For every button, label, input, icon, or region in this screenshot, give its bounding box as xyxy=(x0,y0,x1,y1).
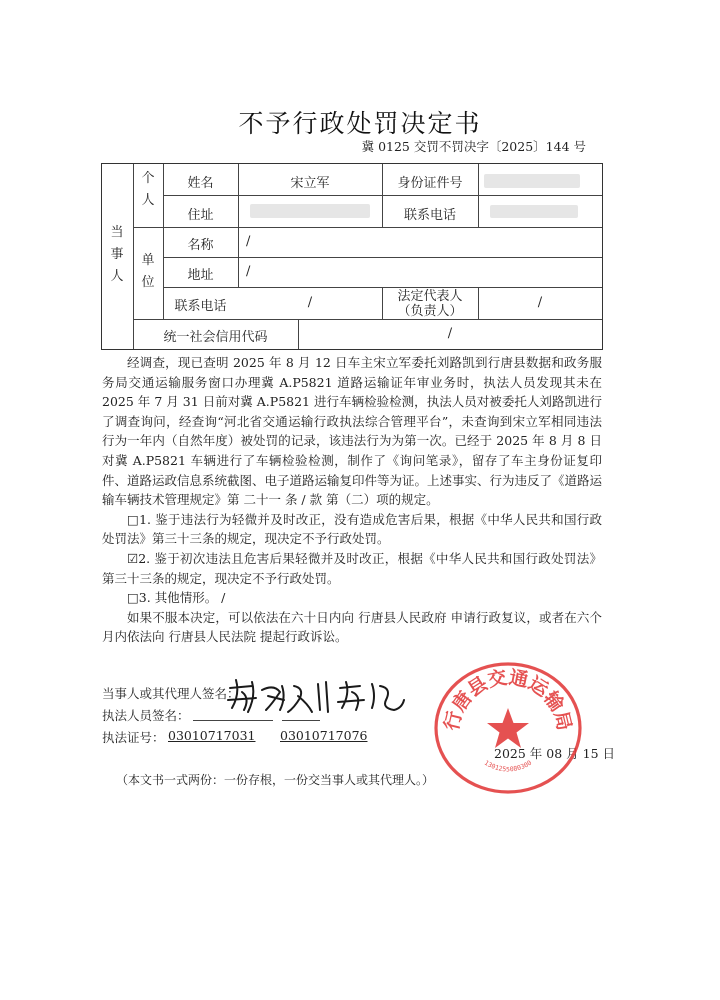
table-divider xyxy=(133,319,602,320)
option-2: ☑2. 鉴于初次违法且危害后果轻微并及时改正，根据《中华人民共和国行政处罚法》第三十三条的规定，现决定不予行政处罚。 xyxy=(102,550,602,586)
credit-code-value: / xyxy=(447,326,453,341)
party-signature-label: 当事人或其代理人签名： xyxy=(102,686,240,701)
document-title: 不予行政处罚决定书 xyxy=(238,109,482,138)
party-section-label: 当事人 xyxy=(110,225,124,284)
redacted-id-number xyxy=(484,174,580,188)
investigation-paragraph: 经调查，现已查明 2025 年 8 月 12 日车主宋立军委托刘路凯到行唐县数据和政务服务局交通运输服务窗口办理冀 A.P5821 道路运输证年审业务时，执法人员发现其未在 2025 年 7 月 31 日前对冀 A.P5821 进行车辆检验检测，执法人员对被委托人刘路凯进行了调查询问，经查询“河北省交通运输行政执法综合管理平台”，未查询到宋立军相同违法行为一年内（自然年度）被处罚的记录，该违法行为为第一次。已经于 2025 年 8 月 8 日对冀 A.P5821 车辆进行了车辆检验检测，制作了《询问笔录》，留存了车主身份证复印件、道路运政信息系统截图、电子道路运输复印件等为证。上述事实、行为违反了《道路运输车辆技术管理规定》第 二十一 条 / 款 第（二）项的规定。 xyxy=(102,355,603,508)
certificate-number-2: 03010717076 xyxy=(280,728,368,743)
svg-text:1301255080300 xyxy=(483,759,533,774)
handwritten-signature xyxy=(222,674,412,718)
certificate-number-1: 03010717031 xyxy=(168,728,256,743)
redacted-address xyxy=(250,204,370,218)
decision-body xyxy=(102,353,602,647)
unit-address-label: 地址 xyxy=(187,268,214,283)
table-divider xyxy=(133,227,602,228)
seal-text: 行唐县交通运输局 xyxy=(440,666,576,733)
option-3: □3. 其他情形。 / xyxy=(127,590,226,606)
address-label: 住址 xyxy=(187,208,214,223)
certificate-label: 执法证号： xyxy=(102,730,165,745)
redacted-phone xyxy=(490,205,578,218)
option-1: □1. 鉴于违法行为轻微并及时改正，没有造成危害后果，根据《中华人民共和国行政处罚法》第三十三条的规定，现决定不予行政处罚。 xyxy=(102,511,602,547)
unit-name-label: 名称 xyxy=(187,238,214,253)
officer-signature-label: 执法人员签名： xyxy=(102,708,190,723)
name-value: 宋立军 xyxy=(290,176,330,191)
credit-code-label: 统一社会信用代码 xyxy=(163,330,268,345)
table-divider xyxy=(163,287,602,288)
unit-label: 单位 xyxy=(141,253,155,290)
document-number: 冀 0125 交罚不罚决字〔2025〕144 号 xyxy=(361,139,586,154)
table-divider xyxy=(163,195,602,196)
signature-underline xyxy=(282,720,320,721)
appeal-paragraph: 如果不服本决定，可以依法在六十日内向 行唐县人民政府 申请行政复议，或者在六个月内依法向 行唐县人民法院 提起行政诉讼。 xyxy=(102,609,602,645)
name-label: 姓名 xyxy=(187,176,214,191)
phone-label: 联系电话 xyxy=(403,208,456,223)
table-divider xyxy=(163,257,602,258)
decision-date: 2025 年 08 月 15 日 xyxy=(494,746,615,761)
unit-address-value: / xyxy=(246,264,251,279)
official-seal-stamp xyxy=(430,660,586,796)
legal-rep-value: / xyxy=(537,295,543,310)
seal-code: 1301255080300 xyxy=(482,758,534,774)
table-divider xyxy=(133,164,134,349)
signature-underline xyxy=(193,720,273,721)
legal-rep-label xyxy=(382,289,478,319)
legal-rep-label-line2: （负责人） xyxy=(397,304,463,319)
legal-rep-label-line1: 法定代表人 xyxy=(397,289,463,304)
unit-phone-value: / xyxy=(307,295,313,310)
unit-phone-label: 联系电话 xyxy=(174,299,227,314)
id-label: 身份证件号 xyxy=(397,176,463,191)
individual-label: 个人 xyxy=(141,171,155,208)
footnote: （本文书一式两份：一份存根，一份交当事人或其代理人。） xyxy=(116,773,435,787)
unit-name-value: / xyxy=(246,234,251,249)
